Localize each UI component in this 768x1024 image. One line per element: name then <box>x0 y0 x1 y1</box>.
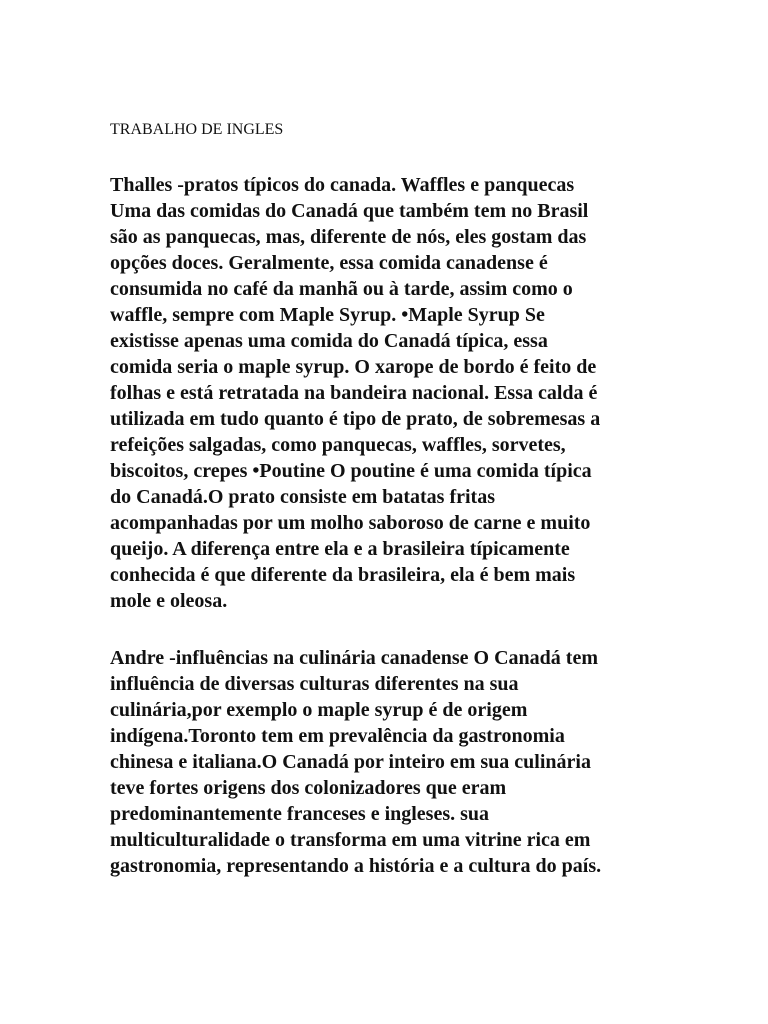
paragraph-line: biscoitos, crepes •Poutine O poutine é uma comida típica <box>110 460 592 482</box>
paragraph-line: utilizada em tudo quanto é tipo de prato, de sobremesas a <box>110 408 601 430</box>
paragraph-line: acompanhadas por um molho saboroso de carne e muito <box>110 512 591 534</box>
paragraph-line: Thalles -pratos típicos do canada. Waffles e panquecas <box>110 174 575 196</box>
paragraph-line: Andre -influências na culinária canadense O Canadá tem <box>110 647 598 669</box>
paragraph-line: consumida no café da manhã ou à tarde, assim como o <box>110 278 573 300</box>
paragraph-line: predominantemente franceses e ingleses. sua <box>110 803 490 825</box>
paragraph-line: gastronomia, representando a história e a cultura do país. <box>110 855 602 877</box>
paragraph-line: refeições salgadas, como panquecas, waffles, sorvetes, <box>110 434 566 456</box>
paragraph-line: indígena.Toronto tem em prevalência da gastronomia <box>110 725 565 747</box>
paragraph-line: waffle, sempre com Maple Syrup. •Maple Syrup Se <box>110 304 545 326</box>
paragraph-line: são as panquecas, mas, diferente de nós, eles gostam das <box>110 226 587 248</box>
paragraph-line: do Canadá.O prato consiste em batatas fritas <box>110 486 495 508</box>
paragraph-line: queijo. A diferença entre ela e a brasileira típicamente <box>110 538 570 560</box>
paragraph-thalles <box>110 172 600 614</box>
paragraph-line: mole e oleosa. <box>110 590 228 612</box>
paragraph-line: culinária,por exemplo o maple syrup é de origem <box>110 699 528 721</box>
paragraph-andre <box>110 645 601 879</box>
paragraph-line: teve fortes origens dos colonizadores que eram <box>110 777 507 799</box>
document-title: TRABALHO DE INGLES <box>110 121 284 138</box>
paragraph-line: existisse apenas uma comida do Canadá típica, essa <box>110 330 548 352</box>
paragraph-line: Uma das comidas do Canadá que também tem no Brasil <box>110 200 589 222</box>
paragraph-line: conhecida é que diferente da brasileira, ela é bem mais <box>110 564 576 586</box>
paragraph-line: folhas e está retratada na bandeira nacional. Essa calda é <box>110 382 598 404</box>
paragraph-line: chinesa e italiana.O Canadá por inteiro em sua culinária <box>110 751 591 773</box>
paragraph-line: influência de diversas culturas diferentes na sua <box>110 673 519 695</box>
paragraph-line: multiculturalidade o transforma em uma vitrine rica em <box>110 829 591 851</box>
paragraph-line: opções doces. Geralmente, essa comida canadense é <box>110 252 548 274</box>
paragraph-line: comida seria o maple syrup. O xarope de bordo é feito de <box>110 356 597 378</box>
